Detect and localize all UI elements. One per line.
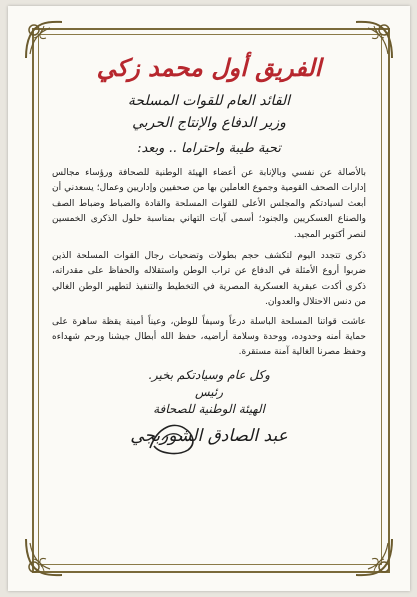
addressee-line-2: وزير الدفاع والإنتاج الحربي (132, 115, 286, 131)
signature-org: الهيئة الوطنية للصحافة (153, 401, 265, 416)
signature-name (46, 424, 372, 448)
letter-content (46, 40, 372, 558)
seal-stamp-icon (144, 418, 204, 456)
paragraph-1: بالأصالة عن نفسي وبالإنابة عن أعضاء الهيئة الوطنية للصحافة ورؤساء مجالس إدارات الصحف القومية وجموع العاملين بها من صحفيين وإداريين وعمال؛ يسعدني أن أبعث لسيادتكم والمجلس الأعلى للقوات المسلحة والقادة والضباط وضباط الصف والصناع العسكريين والجنود؛ أسمى آيات التهاني بمناسبة حلول الذكرى الخمسين لنصر أكتوبر المجيد. (52, 168, 366, 240)
paragraph-2: ذكرى تتجدد اليوم لتكشف حجم بطولات وتضحيات رجال القوات المسلحة الذين ضربوا أروع الأمثلة في الدفاع عن تراب الوطن واستقلاله والحفاظ على مقدراته، ذكرى أكدت عبقرية العسكرية المصرية في التخطيط والتنفيذ لتطهير الوطن الغالي من دنس الاحتلال والعدوان. (52, 251, 366, 308)
paragraph-3: عاشت قواتنا المسلحة الباسلة درعاً وسيفاً للوطن، وعيناً أمينة يقظة ساهرة على حماية أمنه وحدوده، ووحدة وسلامة أراضيه، حفظ الله أبطال جيشنا ورحم شهداءه وحفظ مصرنا الغالية آمنة مستقرة. (52, 316, 366, 358)
signature-role: رئيس (194, 384, 224, 399)
greeting: تحية طيبة واحتراما .. وبعد: (137, 141, 281, 156)
recipient-title: الفريق أول محمد زكي (96, 54, 322, 82)
closing-line: وكل عام وسيادتكم بخير. (148, 367, 270, 382)
letter-page (8, 6, 410, 591)
addressee-line-1: القائد العام للقوات المسلحة (127, 93, 291, 109)
signature-name-text: عبد الصادق الشوربجي (130, 425, 288, 446)
